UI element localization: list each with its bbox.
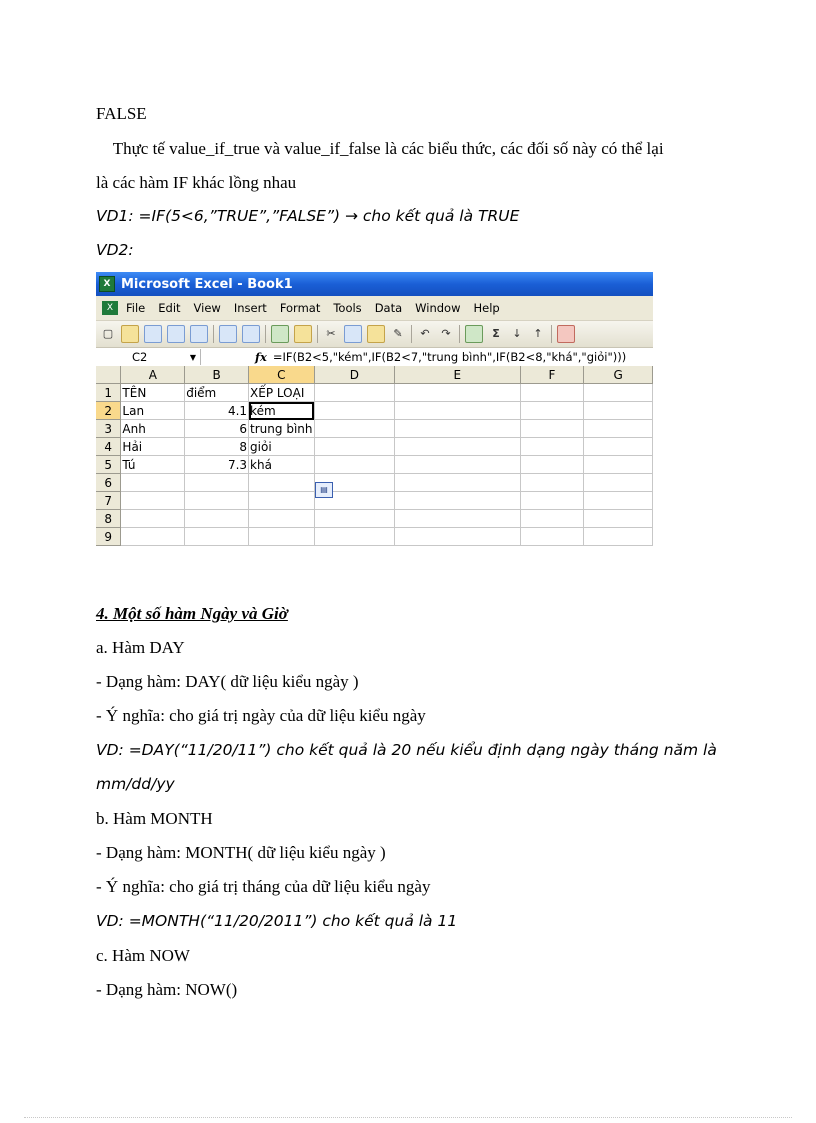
open-icon[interactable] [121,325,139,343]
row-header[interactable]: 6 [96,474,121,492]
excel-title: Microsoft Excel - Book1 [121,276,293,292]
chevron-down-icon[interactable]: ▼ [189,352,196,362]
cell-a1[interactable]: TÊN [121,384,185,402]
cell[interactable] [584,384,653,402]
cell[interactable] [121,492,185,510]
print-preview-icon[interactable] [242,325,260,343]
toolbar-separator [213,325,214,343]
cell-b3[interactable]: 6 [185,420,249,438]
toolbar-separator [459,325,460,343]
month-syntax: - Dạng hàm: MONTH( dữ liệu kiểu ngày ) [96,843,386,862]
menu-data[interactable]: Data [374,301,403,315]
cell[interactable] [520,510,584,528]
table-row [96,438,653,456]
auto-fill-options-icon[interactable]: ▤ [315,482,333,498]
cell[interactable] [520,492,584,510]
toolbar-separator [411,325,412,343]
function-icon[interactable]: fx [255,350,267,364]
cell[interactable] [584,420,653,438]
paragraph-line-2: là các hàm IF khác lồng nhau [96,173,297,192]
cell[interactable] [185,528,249,546]
cell-c4[interactable]: giỏi [249,438,314,456]
example-vd2-label: VD2: [96,241,134,259]
cell[interactable] [520,528,584,546]
text-false: FALSE [96,104,147,123]
autosum-icon[interactable]: Σ [492,327,500,340]
menu-help[interactable]: Help [473,301,500,315]
table-row [96,456,653,474]
cell[interactable] [520,420,584,438]
cell[interactable] [395,420,520,438]
menu-format[interactable]: Format [279,301,321,315]
cell[interactable] [395,384,520,402]
email-icon[interactable] [190,325,208,343]
menu-file[interactable]: File [126,301,146,315]
cell[interactable] [520,438,584,456]
subheading-month: b. Hàm MONTH [96,809,213,828]
cut-icon[interactable]: ✂ [326,327,336,340]
row-header[interactable]: 4 [96,438,121,456]
cell-a5[interactable]: Tú [121,456,185,474]
workbook-icon[interactable]: X [102,301,118,315]
table-row [96,402,653,420]
cell[interactable] [121,510,185,528]
row-header[interactable]: 5 [96,456,121,474]
chart-wizard-icon[interactable] [557,325,575,343]
month-example: VD: =MONTH(“11/20/2011”) cho kết quả là 11 [96,912,458,930]
menu-view[interactable]: View [193,301,221,315]
cell[interactable] [395,510,520,528]
cell[interactable] [520,456,584,474]
name-box-value: C2 [132,350,148,364]
cell-b5[interactable]: 7.3 [185,456,249,474]
paragraph-line-1: Thực tế value_if_true và value_if_false là các biểu thức, các đối số này có thể lại [96,139,664,158]
cell[interactable] [520,384,584,402]
day-meaning: - Ý nghĩa: cho giá trị ngày của dữ liệu kiểu ngày [96,706,426,725]
day-example: VD: =DAY(“11/20/11”) cho kết quả là 20 nếu kiểu định dạng ngày tháng năm là [96,741,717,759]
menu-tools[interactable]: Tools [333,301,362,315]
row-header[interactable]: 1 [96,384,121,402]
toolbar-separator [265,325,266,343]
table-row [96,492,653,510]
excel-toolbar [96,321,653,348]
cell[interactable] [249,474,314,492]
cell[interactable] [584,492,653,510]
day-syntax: - Dạng hàm: DAY( dữ liệu kiểu ngày ) [96,672,359,691]
format-painter-icon[interactable]: ✎ [393,327,403,340]
cell[interactable] [249,492,314,510]
menu-window[interactable]: Window [415,301,461,315]
excel-titlebar [96,272,653,296]
row-header[interactable]: 9 [96,528,121,546]
toolbar-separator [551,325,552,343]
excel-screenshot [96,272,653,554]
cell[interactable] [314,528,395,546]
cell[interactable] [249,528,314,546]
save-icon[interactable] [144,325,162,343]
sort-ascending-icon[interactable]: ↓ [512,327,522,340]
now-syntax: - Dạng hàm: NOW() [96,980,238,999]
table-row [96,420,653,438]
cell[interactable] [584,438,653,456]
cell[interactable] [249,510,314,528]
example-vd1: VD1: =IF(5<6,”TRUE”,”FALSE”) → cho kết quả là TRUE [96,207,520,225]
subheading-now: c. Hàm NOW [96,946,190,965]
cell[interactable] [395,492,520,510]
section-heading: 4. Một số hàm Ngày và Giờ [96,604,288,623]
column-header-g[interactable]: G [584,366,653,384]
column-header-a[interactable]: A [121,366,185,384]
menu-edit[interactable]: Edit [158,301,181,315]
redo-icon[interactable]: ↷ [441,327,451,340]
cell[interactable] [121,474,185,492]
cell[interactable] [314,456,395,474]
copy-icon[interactable] [344,325,362,343]
new-icon[interactable]: ▢ [102,327,114,340]
name-box[interactable] [96,349,201,365]
menu-insert[interactable]: Insert [233,301,267,315]
sort-descending-icon[interactable]: ↑ [533,327,543,340]
cell[interactable] [584,456,653,474]
table-row [96,510,653,528]
table-row [96,384,653,402]
select-all-corner[interactable] [96,366,121,384]
row-header[interactable]: 7 [96,492,121,510]
formula-bar [96,348,653,367]
row-header[interactable]: 2 [96,402,121,420]
column-header-d[interactable]: D [314,366,395,384]
cell[interactable] [584,528,653,546]
formula-input[interactable]: =IF(B2<5,"kém",IF(B2<7,"trung bình",IF(B2<8,"khá","giỏi"))) [272,350,627,364]
cell[interactable] [314,420,395,438]
toolbar-separator [317,325,318,343]
spelling-icon[interactable] [271,325,289,343]
cell[interactable] [314,402,395,420]
cell-c5[interactable]: khá [249,456,314,474]
cell[interactable] [185,510,249,528]
cell-b4[interactable]: 8 [185,438,249,456]
cell[interactable] [395,456,520,474]
cell-a4[interactable]: Hải [121,438,185,456]
cell[interactable] [395,402,520,420]
cell[interactable] [395,438,520,456]
column-header-c[interactable]: C [249,366,314,384]
cell[interactable] [395,528,520,546]
cell-b1[interactable]: điểm [185,384,249,402]
cell[interactable] [185,474,249,492]
permission-icon[interactable] [167,325,185,343]
row-header[interactable]: 8 [96,510,121,528]
cell[interactable] [395,474,520,492]
column-header-row [96,366,653,384]
column-header-b[interactable]: B [185,366,249,384]
cell-a2[interactable]: Lan [121,402,185,420]
cell[interactable] [584,474,653,492]
page-footer-line [24,1117,792,1118]
subheading-day: a. Hàm DAY [96,638,185,657]
cell[interactable] [520,474,584,492]
research-icon[interactable] [294,325,312,343]
day-example-cont: mm/dd/yy [96,775,175,793]
cell-b2[interactable]: 4.1 [185,402,249,420]
excel-logo-icon: X [99,276,115,292]
table-row [96,528,653,546]
cell[interactable] [121,528,185,546]
hyperlink-icon[interactable] [465,325,483,343]
row-header[interactable]: 3 [96,420,121,438]
cell[interactable] [314,510,395,528]
column-header-e[interactable]: E [395,366,520,384]
table-row [96,474,653,492]
cell-c3[interactable]: trung bình [250,421,313,436]
cell[interactable] [584,402,653,420]
cell[interactable] [314,384,395,402]
spreadsheet-grid [96,366,653,546]
paste-icon[interactable] [367,325,385,343]
column-header-f[interactable]: F [520,366,584,384]
cell[interactable] [314,438,395,456]
cell-c2-selected[interactable]: kém [249,402,314,420]
excel-menubar [96,296,653,321]
cell[interactable] [185,492,249,510]
month-meaning: - Ý nghĩa: cho giá trị tháng của dữ liệu kiểu ngày [96,877,431,896]
cell[interactable] [520,402,584,420]
cell-c1[interactable]: XẾP LOẠI [249,384,314,402]
undo-icon[interactable]: ↶ [420,327,430,340]
cell-a3[interactable]: Anh [121,420,185,438]
cell[interactable] [584,510,653,528]
print-icon[interactable] [219,325,237,343]
